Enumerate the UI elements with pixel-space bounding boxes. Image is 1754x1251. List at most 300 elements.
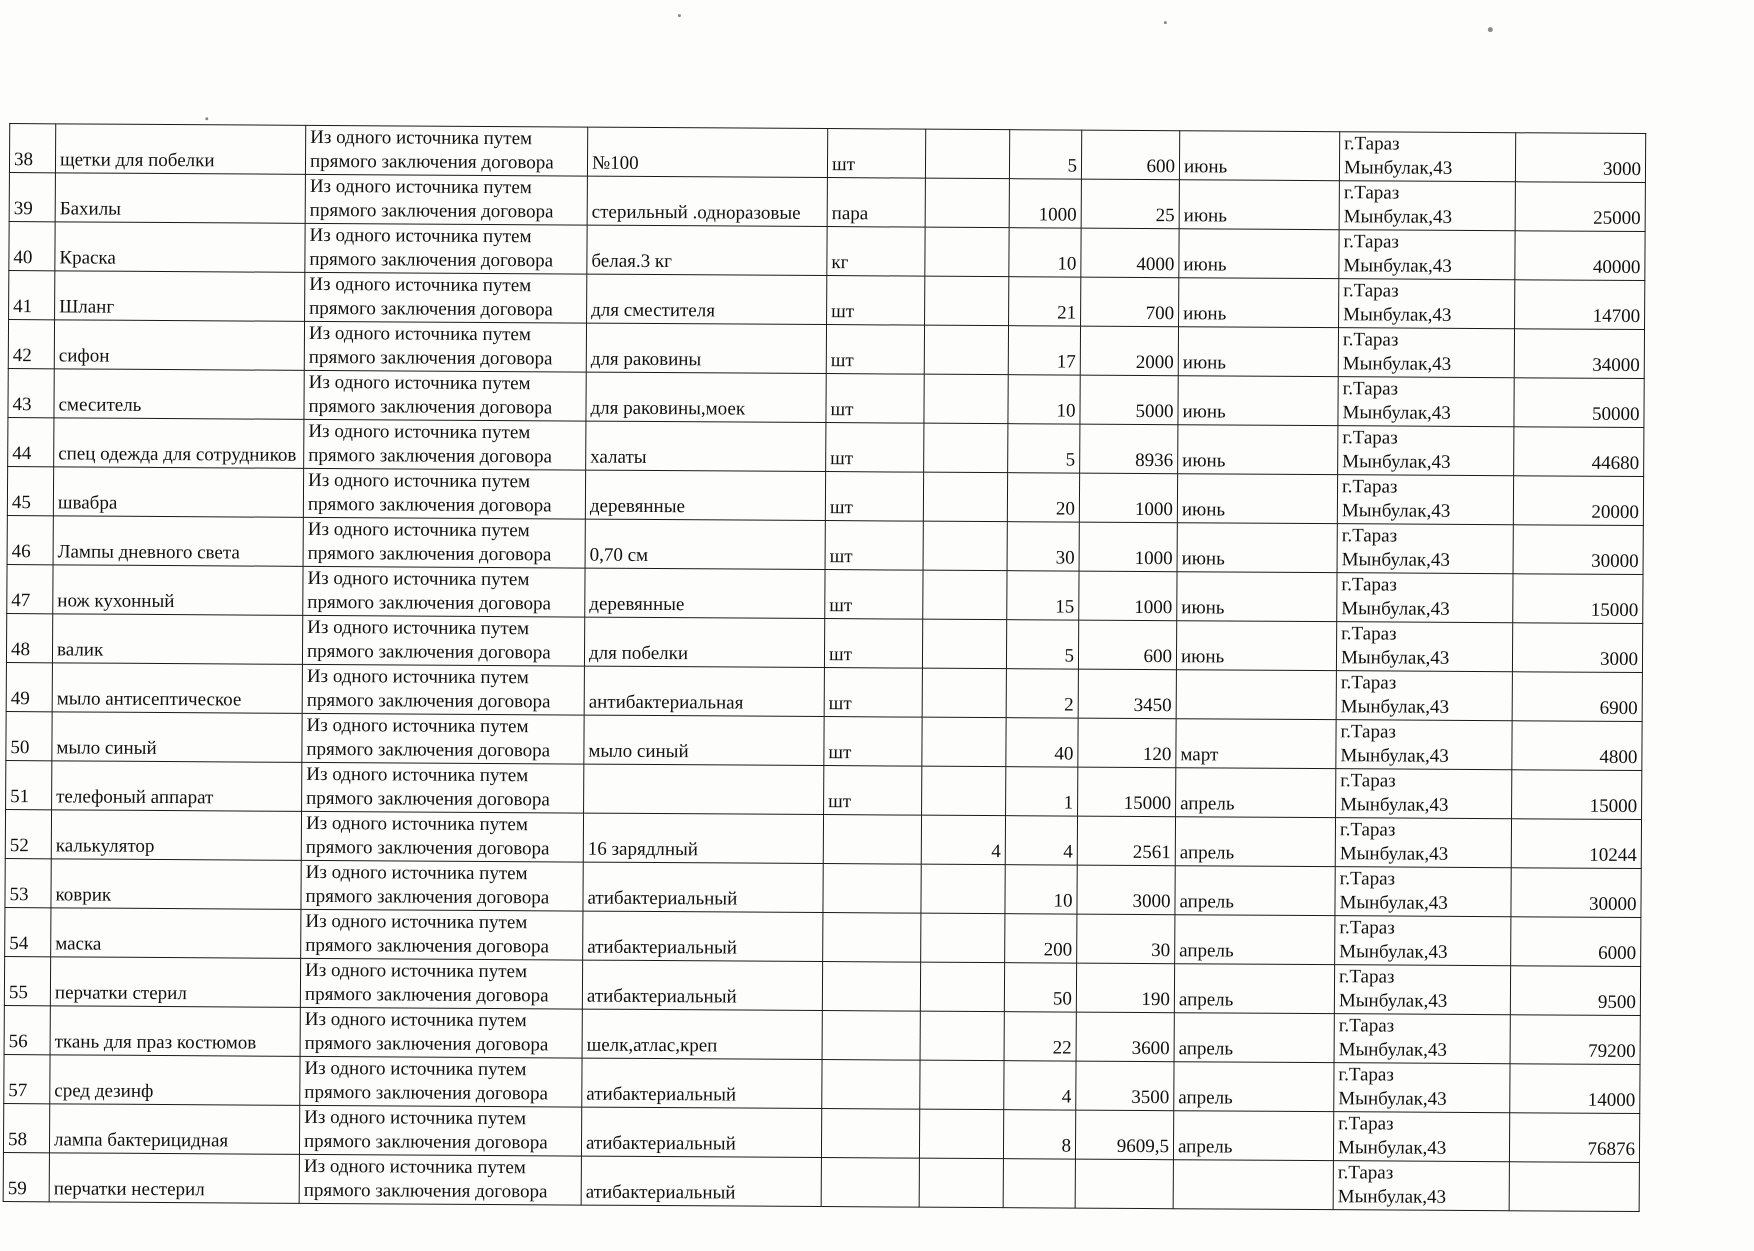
cell-item-name <box>49 1104 299 1155</box>
cell-procurement-method <box>299 1105 581 1156</box>
cell-unit-text: шт <box>828 693 852 715</box>
cell-price-text: 700 <box>1145 303 1175 325</box>
cell-price-text: 2000 <box>1135 351 1174 374</box>
cell-specification-text: стерильный .одноразовые <box>591 201 801 224</box>
cell-address-text: г.Тараз <box>1338 1015 1395 1037</box>
cell-month-text: июнь <box>1180 646 1225 668</box>
cell-specification <box>587 225 827 275</box>
cell-price <box>1079 571 1177 621</box>
cell-procurement-method <box>302 615 584 666</box>
cell-unit <box>825 570 923 620</box>
cell-procurement-method-text: прямого заключения договора <box>309 199 554 223</box>
cell-address-text: г.Тараз <box>1340 672 1397 694</box>
scan-speck <box>1488 27 1493 32</box>
cell-unit <box>824 766 922 816</box>
cell-quantity <box>1009 228 1081 277</box>
cell-quantity-text: 8 <box>1061 1135 1072 1157</box>
cell-quantity <box>1007 522 1079 571</box>
cell-unit-text: кг <box>831 252 849 274</box>
cell-procurement-method-text: Из одного источника путем <box>307 518 530 542</box>
cell-address-text: Мынбулак,43 <box>1342 451 1451 473</box>
cell-specification-text: для раковины <box>590 348 702 371</box>
cell-address <box>1333 1112 1509 1162</box>
cell-procurement-method-text: прямого заключения договора <box>306 787 550 811</box>
cell-procurement-method <box>300 1056 582 1107</box>
cell-procurement-method-text: Из одного источника путем <box>305 861 528 885</box>
cell-item-name <box>55 222 305 273</box>
cell-specification <box>583 813 823 863</box>
cell-unit-text: шт <box>830 448 854 470</box>
cell-procurement-method <box>301 811 583 862</box>
cell-price-text: 190 <box>1141 988 1170 1011</box>
cell-unit <box>821 1158 919 1208</box>
cell-price-text: 8936 <box>1135 449 1174 472</box>
cell-unit-text: шт <box>831 154 856 176</box>
cell-quantity-text: 10 <box>1056 400 1076 422</box>
cell-item-name <box>52 663 302 714</box>
cell-number <box>9 271 55 320</box>
cell-total-text: 34000 <box>1592 354 1640 377</box>
cell-item-name-text: швабра <box>57 492 118 514</box>
cell-month-text: апрель <box>1179 842 1235 864</box>
cell-quantity <box>1004 1012 1076 1061</box>
cell-total-text: 79200 <box>1588 1040 1636 1063</box>
cell-procurement-method <box>302 664 584 715</box>
cell-month <box>1174 1062 1334 1112</box>
cell-item-name-text: валик <box>56 639 104 661</box>
cell-specification-text: 16 зарядлный <box>587 838 699 861</box>
cell-unit <box>824 668 922 718</box>
cell-specification <box>583 862 823 912</box>
cell-number-text: 39 <box>13 198 33 220</box>
cell-number-text: 42 <box>12 345 32 367</box>
cell-address <box>1339 230 1515 280</box>
cell-address-text: г.Тараз <box>1339 917 1395 939</box>
cell-price <box>1078 718 1176 768</box>
cell-quantity-text: 40 <box>1054 743 1074 765</box>
cell-month <box>1177 474 1337 524</box>
cell-total <box>1512 721 1642 771</box>
cell-unit-text: пара <box>831 203 869 225</box>
cell-number <box>7 516 53 565</box>
cell-total <box>1515 133 1645 183</box>
cell-procurement-method-text: прямого заключения договора <box>308 346 553 370</box>
scan-speck <box>678 14 681 17</box>
cell-specification <box>587 274 827 324</box>
cell-unit <box>827 227 925 277</box>
cell-total <box>1515 231 1645 281</box>
cell-address-text: г.Тараз <box>1337 1162 1394 1184</box>
cell-price-text: 1000 <box>1134 596 1173 619</box>
cell-month-text: апрель <box>1179 891 1235 913</box>
cell-unit-text: шт <box>828 791 852 813</box>
cell-total <box>1510 966 1640 1016</box>
cell-procurement-method <box>299 1154 581 1205</box>
cell-item-name-text: мыло антисептическое <box>56 688 242 711</box>
cell-item-name-text: Шланг <box>59 296 115 318</box>
cell-unit <box>823 864 921 914</box>
cell-month-text: июнь <box>1181 548 1225 570</box>
cell-number <box>4 1006 50 1055</box>
cell-quantity <box>1004 1061 1076 1110</box>
cell-address-text: Мынбулак,43 <box>1341 500 1451 522</box>
cell-address-text: г.Тараз <box>1338 1113 1394 1135</box>
cell-extra <box>924 423 1008 473</box>
cell-procurement-method-text: прямого заключения договора <box>303 1130 548 1154</box>
cell-number-text: 45 <box>11 492 31 514</box>
cell-item-name-text: Бахилы <box>59 198 122 220</box>
cell-extra <box>924 325 1008 375</box>
cell-unit <box>827 276 925 326</box>
cell-address <box>1334 1063 1510 1113</box>
cell-item-name <box>54 418 304 469</box>
cell-price-text: 3000 <box>1132 890 1171 913</box>
cell-procurement-method-text: Из одного источника путем <box>309 224 532 248</box>
cell-procurement-method-text: прямого заключения договора <box>304 1081 549 1105</box>
cell-price <box>1078 620 1176 670</box>
cell-month <box>1178 425 1338 475</box>
cell-item-name <box>55 173 305 224</box>
cell-number-text: 59 <box>7 1178 27 1200</box>
cell-specification <box>582 1009 822 1059</box>
cell-number-text: 53 <box>9 884 29 906</box>
cell-unit-text: шт <box>830 350 854 372</box>
cell-address-text: Мынбулак,43 <box>1338 1088 1447 1110</box>
cell-procurement-method-text: Из одного источника путем <box>305 910 528 934</box>
cell-procurement-method-text: прямого заключения договора <box>306 738 551 762</box>
cell-number <box>6 614 52 663</box>
cell-address-text: Мынбулак,43 <box>1338 990 1448 1012</box>
cell-number <box>7 565 53 614</box>
cell-total-text: 44680 <box>1591 452 1640 475</box>
cell-unit-text: шт <box>829 546 853 568</box>
scan-speck <box>1164 21 1167 24</box>
cell-item-name-text: сред дезинф <box>54 1080 154 1102</box>
cell-procurement-method <box>304 321 586 372</box>
cell-month <box>1175 817 1335 867</box>
cell-specification-text: деревянные <box>589 593 685 616</box>
cell-specification <box>586 421 826 471</box>
cell-item-name <box>52 614 302 665</box>
cell-month <box>1176 670 1336 720</box>
cell-procurement-method-text: прямого заключения договора <box>304 983 549 1007</box>
cell-address-text: Мынбулак,43 <box>1341 549 1451 571</box>
cell-address <box>1336 720 1512 770</box>
cell-total-text: 76876 <box>1587 1138 1636 1161</box>
cell-extra <box>924 374 1008 424</box>
cell-procurement-method <box>305 125 587 176</box>
cell-address <box>1335 867 1511 917</box>
cell-total-text: 10244 <box>1589 844 1637 867</box>
cell-address <box>1338 377 1514 427</box>
cell-month-text: июнь <box>1181 499 1226 521</box>
cell-address-text: г.Тараз <box>1340 721 1397 743</box>
cell-total-text: 30000 <box>1591 550 1639 573</box>
cell-address <box>1334 965 1510 1015</box>
cell-address-text: г.Тараз <box>1341 623 1397 645</box>
cell-procurement-method-text: прямого заключения договора <box>307 591 552 615</box>
cell-number-text: 54 <box>9 933 29 955</box>
cell-price-text: 15000 <box>1123 792 1172 815</box>
cell-quantity-text: 50 <box>1052 988 1072 1010</box>
cell-unit <box>826 325 924 375</box>
cell-price-text: 1000 <box>1134 498 1173 521</box>
cell-number-text: 40 <box>13 247 33 269</box>
cell-month <box>1176 768 1336 818</box>
cell-specification-text: для раковины,моек <box>590 397 746 420</box>
cell-price <box>1081 179 1179 229</box>
cell-month <box>1177 572 1337 622</box>
cell-price-text: 4000 <box>1136 253 1175 276</box>
cell-number <box>5 908 51 957</box>
cell-procurement-method-text: Из одного источника путем <box>308 371 531 395</box>
cell-quantity-text: 17 <box>1056 351 1076 373</box>
cell-total-text: 3000 <box>1599 648 1639 671</box>
cell-total <box>1513 574 1643 624</box>
cell-specification <box>584 666 824 716</box>
cell-price-text: 2561 <box>1132 841 1171 864</box>
cell-procurement-method-text: Из одного источника путем <box>306 665 529 689</box>
cell-address-text: г.Тараз <box>1340 770 1396 792</box>
cell-price <box>1075 1110 1173 1160</box>
cell-total <box>1515 182 1645 232</box>
cell-unit <box>825 472 923 522</box>
cell-total-text: 6900 <box>1599 697 1638 720</box>
cell-specification-text: мыло синый <box>588 740 689 763</box>
cell-procurement-method-text: Из одного источника путем <box>308 322 531 346</box>
cell-address <box>1335 916 1511 966</box>
cell-month <box>1178 327 1338 377</box>
cell-number-text: 47 <box>11 590 31 612</box>
cell-item-name <box>50 1006 300 1057</box>
cell-item-name <box>54 369 304 420</box>
cell-procurement-method <box>305 174 587 225</box>
cell-unit-text: шт <box>829 497 853 519</box>
cell-specification <box>585 519 825 569</box>
cell-extra <box>920 962 1004 1012</box>
cell-procurement-method-text: Из одного источника путем <box>306 763 529 787</box>
cell-total <box>1512 672 1642 722</box>
cell-item-name <box>51 859 301 910</box>
cell-month-text: июнь <box>1181 597 1225 619</box>
cell-specification <box>584 764 824 814</box>
cell-unit-text: шт <box>830 399 854 421</box>
cell-address <box>1338 328 1514 378</box>
cell-specification-text: для сместителя <box>591 299 716 322</box>
cell-total-text: 15000 <box>1590 599 1639 622</box>
cell-specification-text: белая.3 кг <box>591 250 673 273</box>
cell-quantity-text: 10 <box>1053 890 1073 912</box>
cell-quantity <box>1005 914 1077 963</box>
cell-item-name-text: коврик <box>55 884 112 906</box>
cell-procurement-method <box>304 419 586 470</box>
cell-month <box>1176 719 1336 769</box>
cell-quantity-text: 15 <box>1055 596 1075 618</box>
cell-unit <box>827 178 925 228</box>
cell-specification-text: атибактериальный <box>585 1132 736 1155</box>
cell-number <box>8 418 54 467</box>
cell-month-text: март <box>1180 744 1219 766</box>
cell-address <box>1336 671 1512 721</box>
cell-number-text: 50 <box>10 737 30 759</box>
cell-specification-text: атибактериальный <box>587 887 738 910</box>
cell-item-name-text: калькулятор <box>55 835 155 857</box>
cell-item-name-text: Краска <box>59 247 116 269</box>
cell-specification <box>582 960 822 1010</box>
cell-total-text: 14000 <box>1587 1089 1636 1112</box>
cell-quantity-text: 2 <box>1064 694 1074 716</box>
cell-number <box>3 1153 49 1202</box>
cell-number-text: 43 <box>12 394 32 416</box>
cell-month <box>1175 915 1335 965</box>
cell-item-name-text: лампа бактерицидная <box>53 1129 229 1152</box>
cell-procurement-method-text: Из одного источника путем <box>304 1057 527 1081</box>
cell-specification-text: №100 <box>591 152 639 174</box>
cell-total <box>1515 280 1645 330</box>
cell-item-name-text: сифон <box>58 345 110 367</box>
cell-total <box>1511 917 1641 967</box>
cell-price-text: 30 <box>1151 940 1171 962</box>
cell-unit <box>822 1011 920 1061</box>
cell-procurement-method-text: прямого заключения договора <box>308 395 553 419</box>
cell-extra <box>923 521 1007 571</box>
cell-extra <box>921 913 1005 963</box>
cell-price <box>1077 865 1175 915</box>
cell-price <box>1076 1061 1174 1111</box>
cell-quantity <box>1008 326 1080 375</box>
cell-address-text: г.Тараз <box>1342 329 1399 351</box>
cell-number-text: 44 <box>12 443 32 465</box>
cell-procurement-method-text: прямого заключения договора <box>304 1032 549 1056</box>
cell-address <box>1336 769 1512 819</box>
cell-procurement-method-text: прямого заключения договора <box>309 248 554 272</box>
cell-specification <box>586 323 826 373</box>
cell-address-text: Мынбулак,43 <box>1340 647 1450 669</box>
cell-procurement-method <box>300 1007 582 1058</box>
cell-procurement-method-text: прямого заключения договора <box>305 885 550 909</box>
cell-extra <box>919 1158 1003 1208</box>
cell-extra <box>923 472 1007 522</box>
cell-month-text: июнь <box>1182 352 1227 374</box>
cell-procurement-method <box>301 860 583 911</box>
cell-price <box>1081 130 1179 180</box>
cell-month-text: июнь <box>1183 303 1227 325</box>
cell-month-text: июнь <box>1182 450 1226 472</box>
cell-procurement-method <box>302 713 584 764</box>
cell-number-text: 52 <box>9 835 29 857</box>
cell-price <box>1081 228 1179 278</box>
cell-address-text: Мынбулак,43 <box>1342 402 1451 424</box>
cell-specification-text: деревянные <box>589 495 686 518</box>
cell-procurement-method-text: Из одного источника путем <box>307 616 530 640</box>
cell-quantity-text: 5 <box>1065 449 1076 471</box>
cell-procurement-method-text: Из одного источника путем <box>308 469 531 493</box>
cell-procurement-method-text: прямого заключения договора <box>303 1179 548 1203</box>
cell-total-text: 14700 <box>1592 305 1641 328</box>
cell-price <box>1079 522 1177 572</box>
cell-quantity-text: 5 <box>1064 645 1075 667</box>
cell-extra <box>925 129 1009 179</box>
cell-number <box>3 1104 49 1153</box>
cell-procurement-method-text: прямого заключения договора <box>309 150 554 174</box>
cell-address-text: г.Тараз <box>1339 868 1396 890</box>
cell-address-text: г.Тараз <box>1338 966 1395 988</box>
cell-number <box>4 1055 50 1104</box>
cell-number <box>8 369 54 418</box>
cell-item-name <box>53 467 303 518</box>
cell-quantity-text: 200 <box>1043 939 1073 961</box>
cell-extra <box>925 276 1009 326</box>
cell-item-name-text: перчатки нестерил <box>53 1178 205 1201</box>
cell-month <box>1179 180 1339 230</box>
cell-specification <box>587 176 827 226</box>
cell-price-text: 1000 <box>1134 547 1173 570</box>
cell-extra <box>919 1109 1003 1159</box>
cell-month <box>1174 1013 1334 1063</box>
cell-address <box>1337 573 1513 623</box>
cell-price <box>1080 424 1178 474</box>
cell-unit <box>825 521 923 571</box>
cell-specification <box>584 617 824 667</box>
cell-address-text: Мынбулак,43 <box>1343 304 1452 326</box>
cell-procurement-method-text: прямого заключения договора <box>306 689 551 713</box>
cell-specification <box>581 1156 821 1206</box>
cell-unit <box>822 1060 920 1110</box>
cell-procurement-method-text: Из одного источника путем <box>305 812 528 836</box>
cell-extra <box>921 815 1005 865</box>
cell-number-text: 38 <box>13 149 34 171</box>
cell-total <box>1510 1064 1640 1114</box>
cell-address <box>1337 475 1513 525</box>
cell-total <box>1511 819 1641 869</box>
cell-quantity <box>1009 277 1081 326</box>
cell-quantity-text: 21 <box>1057 302 1077 324</box>
cell-month-text: июнь <box>1183 205 1227 227</box>
cell-item-name-text: перчатки стерил <box>54 982 187 1005</box>
cell-price <box>1077 914 1175 964</box>
cell-total <box>1513 525 1643 575</box>
cell-number-text: 49 <box>10 688 30 710</box>
cell-item-name <box>54 320 304 371</box>
cell-procurement-method-text: прямого заключения договора <box>308 444 552 468</box>
cell-specification-text: антибактериальная <box>588 691 744 714</box>
cell-procurement-method-text: прямого заключения договора <box>307 493 552 517</box>
cell-unit <box>822 962 920 1012</box>
cell-unit-text: шт <box>831 301 855 323</box>
cell-number <box>8 320 54 369</box>
cell-number <box>9 173 55 222</box>
cell-price <box>1079 473 1177 523</box>
cell-month-text: июнь <box>1182 401 1226 423</box>
cell-total-text: 9500 <box>1597 991 1636 1014</box>
cell-item-name-text: нож кухонный <box>57 590 175 613</box>
cell-procurement-method-text: прямого заключения договора <box>305 836 550 860</box>
cell-quantity <box>1007 571 1079 620</box>
cell-unit <box>821 1109 919 1159</box>
cell-procurement-method <box>303 566 585 617</box>
cell-address-text: г.Тараз <box>1339 819 1396 841</box>
cell-address-text: г.Тараз <box>1343 231 1400 253</box>
cell-total <box>1514 378 1644 428</box>
cell-price <box>1076 963 1174 1013</box>
cell-procurement-method-text: Из одного источника путем <box>304 1106 527 1130</box>
cell-item-name <box>51 908 301 959</box>
cell-specification-text: 0,70 см <box>589 544 649 566</box>
cell-extra <box>923 570 1007 620</box>
cell-price-text: 3450 <box>1133 694 1172 717</box>
cell-month <box>1179 229 1339 279</box>
cell-price-text: 600 <box>1143 645 1173 668</box>
